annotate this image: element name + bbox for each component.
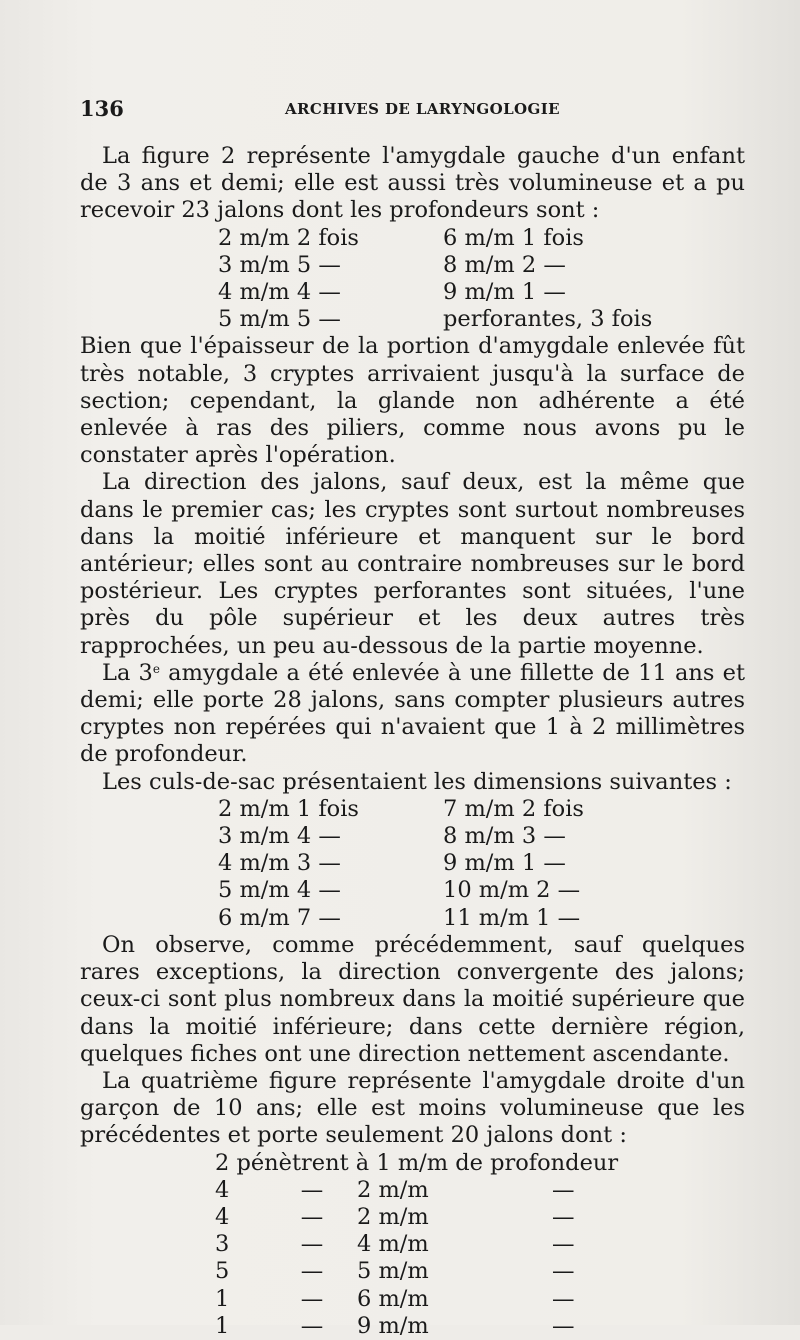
paragraph-third-amygdala — [80, 660, 745, 769]
paragraph-figure-2: La figure 2 représente l'amygdale gauche d'un enfant de 3 ans et demi; elle est aussi très volumineuse et a pu recevoir 23 jalons dont les profondeurs sont : — [80, 143, 745, 224]
table-cell: 4 m/m — [357, 1231, 429, 1258]
table-cell: — — [552, 1231, 575, 1258]
table-cell: — — [300, 1285, 324, 1312]
table-cell: — — [552, 1312, 575, 1339]
paragraph-dimensions-intro: Les culs-de-sac présentaient les dimensions suivantes : — [102, 768, 732, 795]
table-cell: 3 m/m 4 — — [218, 823, 341, 850]
table-cell: 6 m/m 7 — — [218, 904, 341, 931]
paragraph-fourth-figure: La quatrième figure représente l'amygdale droite d'un garçon de 10 ans; elle est moins volumineuse que les précédentes et porte seulement 20 jalons dont : — [80, 1067, 745, 1149]
table-cell: — — [300, 1231, 324, 1258]
table-cell: 10 m/m 2 — — [443, 877, 581, 904]
table-header-row: 2 pénètrent à 1 m/m de profondeur — [215, 1149, 619, 1176]
table-cell: 2 m/m — [357, 1176, 429, 1203]
page-header — [0, 96, 800, 126]
depth-table-third-amygdala — [80, 796, 745, 932]
table-cell: 9 m/m — [357, 1312, 429, 1339]
table-cell: perforantes, 3 fois — [443, 306, 653, 333]
paragraph-jalon-direction: La direction des jalons, sauf deux, est la même que dans le premier cas; les cryptes sont surtout nombreuses dans la moitié inférieure et manquent sur le bord antérieur; elles sont au contraire nombreuses sur le bord postérieur. Les cryptes perforantes sont situées, l'une près du pôle supérieur et les deux autres très rapprochées, un peu au-dessous de la partie moyenne. — [80, 469, 745, 659]
table-cell: 6 m/m — [357, 1285, 429, 1312]
running-title: ARCHIVES DE LARYNGOLOGIE — [285, 100, 560, 118]
table-cell: 9 m/m 1 — — [443, 850, 566, 877]
table-cell: — — [552, 1285, 575, 1312]
table-cell: 4 m/m 3 — — [218, 850, 341, 877]
table-cell: 8 m/m 2 — — [443, 251, 566, 278]
page-number: 136 — [80, 96, 124, 121]
table-cell: 6 m/m 1 fois — [443, 224, 584, 251]
paragraph-text: amygdale a été enlevée à une fillette de 11 ans et demi; elle porte 28 jalons, sans compter plusieurs autres cryptes non repérées qui n'avaient que 1 à 2 millimètres de profondeur. — [80, 659, 745, 768]
table-cell: 5 m/m 5 — — [218, 306, 341, 333]
table-cell: — — [552, 1258, 575, 1285]
table-cell: 11 m/m 1 — — [443, 904, 581, 931]
paragraph-text: La 3 — [102, 659, 153, 686]
table-cell: 2 m/m — [357, 1203, 429, 1230]
table-cell: 3 — [215, 1231, 230, 1258]
ordinal-superscript: e — [152, 661, 160, 676]
paragraph-observation: On observe, comme précédemment, sauf quelques rares exceptions, la direction convergente des jalons; ceux-ci sont plus nombreux dans la moitié supérieure que dans la moitié inférieure; dans cette dernière région, quelques fiches ont une direction nettement ascendante. — [80, 931, 745, 1067]
table-cell: 9 m/m 1 — — [443, 279, 566, 306]
table-cell: 5 — [215, 1258, 230, 1285]
table-cell: 1 — [215, 1285, 230, 1312]
depth-table-figure-2 — [80, 225, 745, 334]
table-cell: 5 m/m — [357, 1258, 429, 1285]
table-cell: 5 m/m 4 — — [218, 877, 341, 904]
paragraph-section-thickness: Bien que l'épaisseur de la portion d'amygdale enlevée fût très notable, 3 cryptes arrivaient jusqu'à la surface de section; cependant, la glande non adhérente a été enlevée à ras des piliers, comme nous avons pu le constater après l'opération. — [80, 333, 745, 469]
table-cell: 2 m/m 2 fois — [218, 224, 359, 251]
table-cell: 7 m/m 2 fois — [443, 795, 584, 822]
table-cell: 2 m/m 1 fois — [218, 795, 359, 822]
table-cell: 4 m/m 4 — — [218, 279, 341, 306]
table-cell: — — [300, 1176, 324, 1203]
table-cell: 3 m/m 5 — — [218, 251, 341, 278]
table-cell: 1 — [215, 1312, 230, 1339]
depth-table-fourth-figure — [80, 1150, 745, 1340]
table-cell: — — [300, 1203, 324, 1230]
table-cell: 4 — [215, 1176, 230, 1203]
table-cell: — — [552, 1176, 575, 1203]
table-cell: — — [300, 1258, 324, 1285]
table-cell: 4 — [215, 1203, 230, 1230]
table-cell: — — [552, 1203, 575, 1230]
table-cell: 8 m/m 3 — — [443, 823, 566, 850]
page-body — [80, 143, 745, 1340]
table-cell: — — [300, 1312, 324, 1339]
